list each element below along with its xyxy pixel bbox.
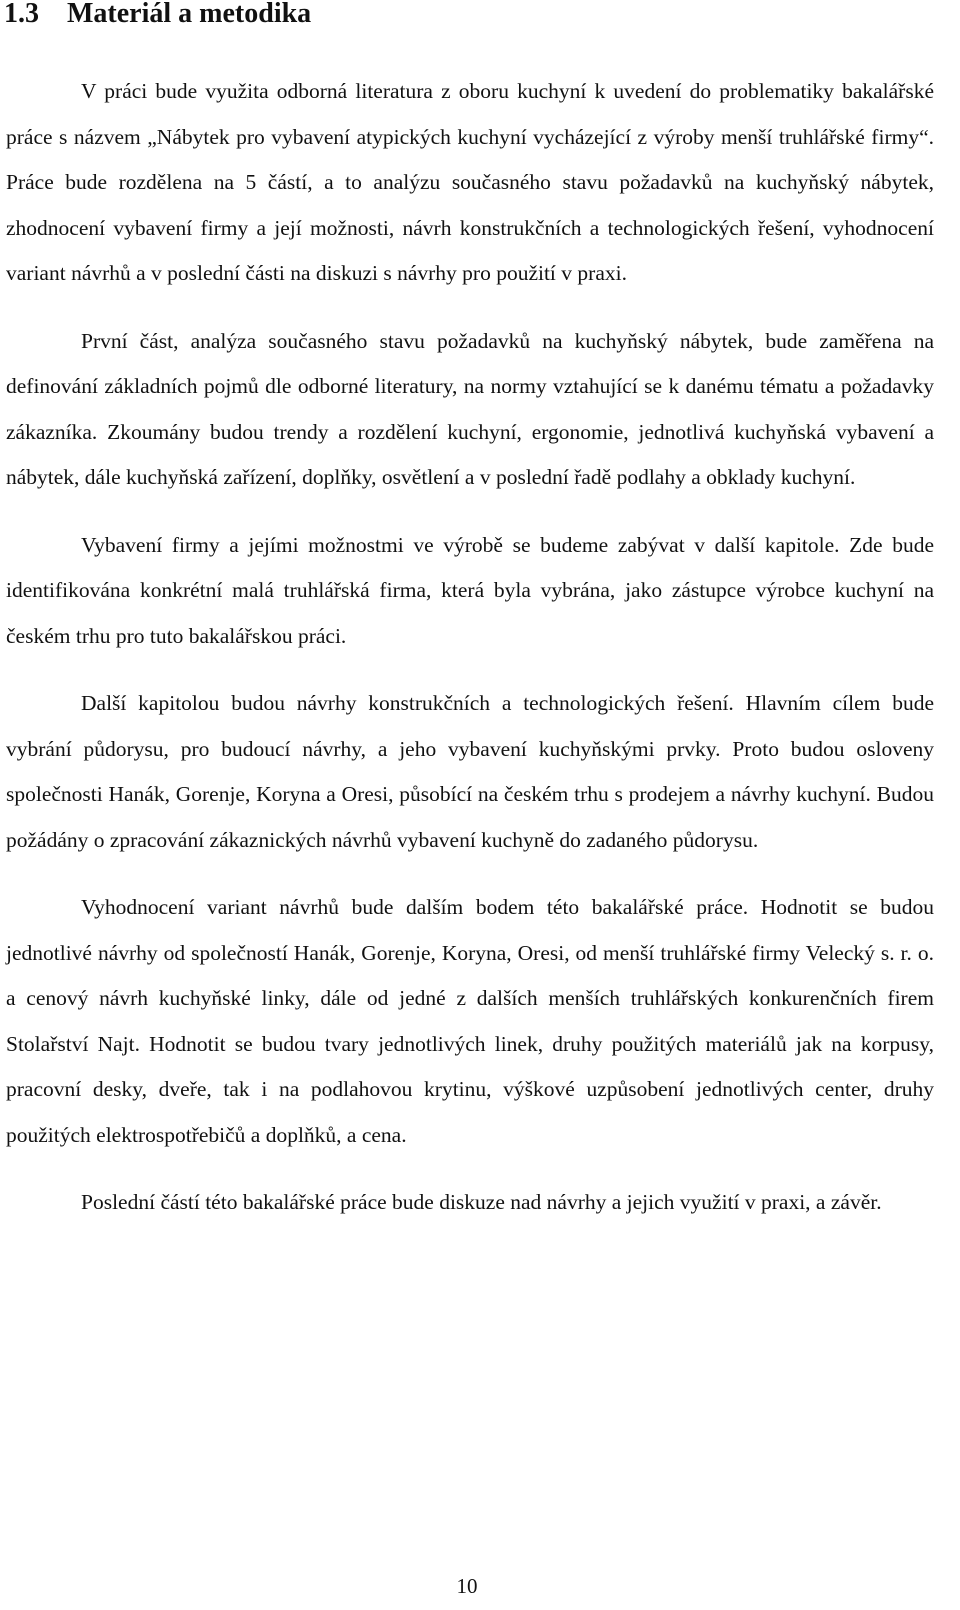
paragraph-designs: Další kapitolou budou návrhy konstrukčních a technologických řešení. Hlavním cílem bude vybrání půdorysu, pro budoucí návrhy, a jeho vybavení kuchyňskými prvky. Proto budou osloveny společnosti Hanák, Gorenje, Koryna a Oresi, působící na českém trhu s prodejem a návrhy kuchyní. Budou požádány o zpracování zákaznických návrhů vybavení kuchyně do zadaného půdorysu. (6, 691, 934, 852)
page-number: 10 (456, 1574, 478, 1598)
body-text (6, 69, 934, 1248)
paragraph-evaluation: Vyhodnocení variant návrhů bude dalším bodem této bakalářské práce. Hodnotit se budou jednotlivé návrhy od společností Hanák, Gorenje, Koryna, Oresi, od menší truhlářské firmy Velecký s. r. o. a cenový návrh kuchyňské linky, dále od jedné z dalších menších truhlářských konkurenčních firem Stolařství Najt. Hodnotit se budou tvary jednotlivých linek, druhy použitých materiálů jak na korpusy, pracovní desky, dveře, tak i na podlahovou krytinu, výškové uzpůsobení jednotlivých center, druhy použitých elektrospotřebičů a doplňků, a cena. (6, 895, 934, 1147)
section-title: Materiál a metodika (67, 0, 312, 29)
section-number: 1.3 (4, 0, 39, 29)
paragraph-company: Vybavení firmy a jejími možnostmi ve výrobě se budeme zabývat v další kapitole. Zde bude identifikována konkrétní malá truhlářská firma, která byla vybrána, jako zástupce výrobce kuchyní na českém trhu pro tuto bakalářskou práci. (6, 532, 934, 648)
paragraph-analysis: První část, analýza současného stavu požadavků na kuchyňský nábytek, bude zaměřena na definování základních pojmů dle odborné literatury, na normy vztahující se k danému tématu a požadavky zákazníka. Zkoumány budou trendy a rozdělení kuchyní, ergonomie, jednotlivá kuchyňská vybavení a nábytek, dále kuchyňská zařízení, doplňky, osvětlení a v poslední řadě podlahy a obklady kuchyní. (6, 328, 934, 489)
paragraph-conclusion: Poslední částí této bakalářské práce bude diskuze nad návrhy a jejich využití v praxi, a závěr. (81, 1190, 882, 1214)
paragraph-intro: V práci bude využita odborná literatura z oboru kuchyní k uvedení do problematiky bakalářské práce s názvem „Nábytek pro vybavení atypických kuchyní vycházející z výroby menší truhlářské firmy“. Práce bude rozdělena na 5 částí, a to analýzu současného stavu požadavků na kuchyňský nábytek, zhodnocení vybavení firmy a její možnosti, návrh konstrukčních a technologických řešení, vyhodnocení variant návrhů a v poslední části na diskuzi s návrhy pro použití v praxi. (6, 79, 934, 285)
section-heading (4, 0, 311, 30)
